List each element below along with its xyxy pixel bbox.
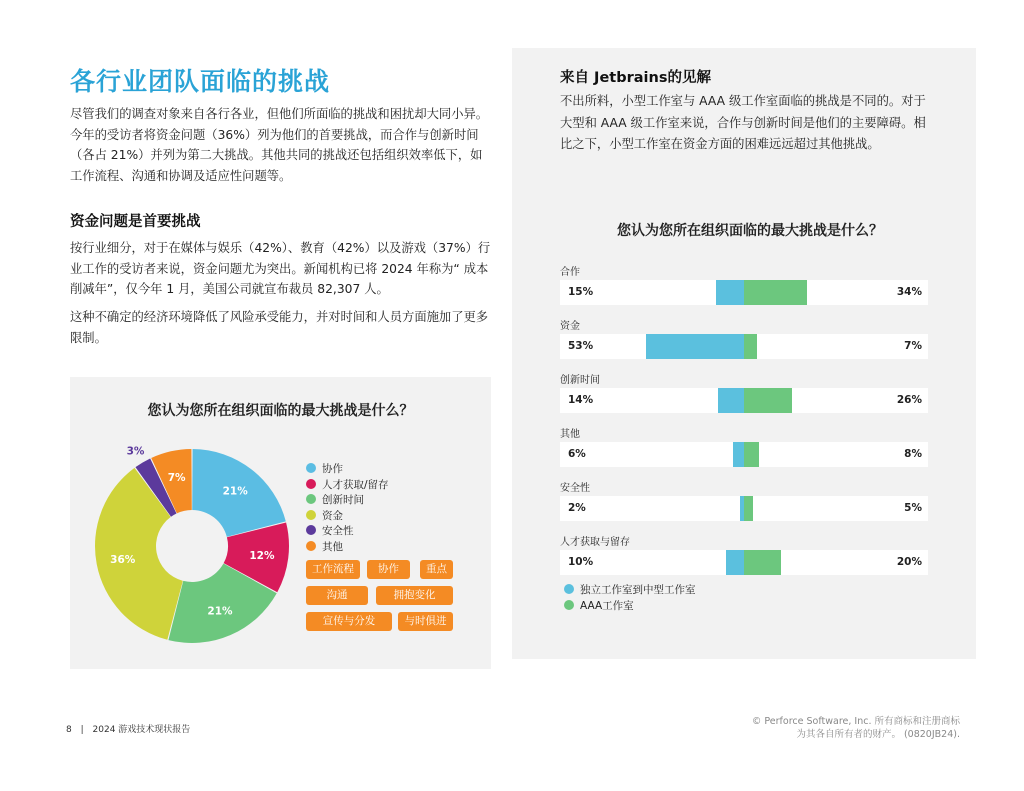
page-title: 各行业团队面临的挑战 [70, 67, 331, 96]
bar-category-label-3: 创新时间 [560, 375, 600, 386]
tag-collaboration: 协作 [367, 560, 410, 579]
legend-dot-icon [306, 525, 316, 535]
bar-row-5 [560, 496, 928, 521]
donut-chart-title: 您认为您所在组织面临的最大挑战是什么？ [147, 403, 414, 419]
bar-legend-label: AAA工作室 [580, 600, 634, 612]
bar-value-aaa-5: 5% [904, 502, 922, 514]
bar-chart-title: 您认为您所在组织面临的最大挑战是什么？ [617, 223, 883, 239]
legend-dot-icon [306, 463, 316, 473]
donut-legend-item-2 [306, 478, 389, 493]
donut-legend-label: 人才获取/留存 [322, 478, 389, 491]
legend-dot-icon [564, 584, 574, 594]
bar-value-indie-6: 10% [568, 556, 594, 568]
bar-aaa-1 [744, 280, 807, 305]
bar-value-indie-3: 14% [568, 394, 594, 406]
copyright [640, 715, 960, 741]
bar-row-4 [560, 442, 928, 467]
insights-heading: 来自 Jetbrains的见解 [560, 70, 711, 86]
copyright-line-1: © Perforce Software, Inc. 所有商标和注册商标 [751, 716, 960, 727]
bar-row-1 [560, 280, 928, 305]
bar-value-indie-4: 6% [568, 448, 586, 460]
bar-value-indie-5: 2% [568, 502, 586, 514]
tag-promotion-distribution: 宣传与分发 [306, 612, 392, 631]
bar-category-label-6: 人才获取与留存 [560, 537, 630, 548]
donut-label-3: 21% [207, 605, 233, 618]
bar-value-aaa-1: 34% [896, 286, 922, 298]
footer: 8 | 2024 游戏技术现状报告 [66, 725, 191, 735]
bar-legend-item-2 [564, 599, 634, 614]
donut-label-6: 7% [167, 472, 186, 485]
uncertainty-paragraph: 这种不确定的经济环境降低了风险承受能力，并对时间和人员方面施加了更多限制。 [70, 310, 489, 345]
bar-category-label-5: 安全性 [560, 483, 590, 494]
bar-category-label-2: 资金 [560, 321, 580, 332]
intro-paragraph: 尽管我们的调查对象来自各行各业，但他们所面临的挑战和困扰却大同小异。今年的受访者将资金问题（36%）列为他们的首要挑战，而合作与创新时间（各占 21%）并列为第二大挑战。其他共同的挑战还包括组织效率低下，如工作流程、沟通和协调及适应性问题等。 [70, 107, 489, 183]
bar-indie-1 [716, 280, 744, 305]
tag-embrace-change: 拥抱变化 [376, 586, 453, 605]
page-number: 8 [66, 725, 72, 735]
donut-legend-item-6 [306, 540, 343, 555]
copyright-line-2: 为其各自所有者的财产。 (0820JB24). [796, 729, 960, 740]
donut-legend-label: 安全性 [322, 525, 354, 537]
bar-legend-label: 独立工作室到中型工作室 [580, 584, 696, 596]
bar-value-aaa-4: 8% [904, 448, 922, 460]
bar-value-aaa-3: 26% [896, 394, 922, 406]
insights-paragraph: 不出所料，小型工作室与 AAA 级工作室面临的挑战是不同的。对于大型和 AAA 级工作室来说，合作与创新时间是他们的主要障碍。相比之下，小型工作室在资金方面的困难远远超过其他挑战。 [560, 94, 926, 151]
section-heading-funding: 资金问题是首要挑战 [70, 214, 201, 230]
legend-dot-icon [564, 600, 574, 610]
bar-indie-6 [726, 550, 745, 575]
bar-value-indie-1: 15% [568, 286, 594, 298]
funding-paragraph: 按行业细分，对于在媒体与娱乐（42%）、教育（42%）以及游戏（37%）行业工作的受访者来说，资金问题尤为突出。新闻机构已将 2024 年称为“ 成本削减年”，仅今年 1 月，美国公司就宣布裁员 82,307 人。 [70, 241, 491, 296]
donut-label-1: 21% [222, 485, 248, 498]
bar-aaa-4 [744, 442, 759, 467]
legend-dot-icon [306, 541, 316, 551]
bar-legend-item-1 [564, 583, 696, 598]
legend-dot-icon [306, 479, 316, 489]
donut-legend-label: 创新时间 [322, 494, 364, 506]
bar-aaa-6 [744, 550, 781, 575]
donut-legend-label: 其他 [322, 540, 343, 553]
bar-category-label-1: 合作 [560, 267, 580, 278]
donut-label-5: 3% [126, 445, 145, 458]
donut-legend-label: 协作 [322, 463, 343, 475]
bar-aaa-3 [744, 388, 792, 413]
bar-value-aaa-6: 20% [896, 556, 922, 568]
tag-focus: 重点 [420, 560, 453, 579]
donut-legend-item-3 [306, 493, 364, 508]
bar-indie-3 [718, 388, 744, 413]
bar-row-6 [560, 550, 928, 575]
donut-legend-item-1 [306, 462, 343, 477]
legend-dot-icon [306, 510, 316, 520]
bar-value-indie-2: 53% [568, 340, 594, 352]
bar-aaa-2 [744, 334, 757, 359]
donut-legend-item-5 [306, 524, 354, 539]
bar-indie-2 [646, 334, 744, 359]
donut-label-2: 12% [249, 549, 275, 562]
tag-workflow: 工作流程 [306, 560, 360, 579]
donut-label-4: 36% [110, 554, 136, 567]
bar-row-2 [560, 334, 928, 359]
bar-category-label-4: 其他 [560, 429, 580, 440]
legend-dot-icon [306, 494, 316, 504]
donut-legend-item-4 [306, 509, 343, 524]
report-name: 2024 游戏技术现状报告 [92, 725, 191, 735]
donut-legend-label: 资金 [322, 509, 343, 522]
donut-chart-panel [70, 377, 491, 669]
bar-aaa-5 [744, 496, 753, 521]
bar-row-3 [560, 388, 928, 413]
tag-keep-up: 与时俱进 [398, 612, 453, 631]
tag-communication: 沟通 [306, 586, 368, 605]
bar-value-aaa-2: 7% [904, 340, 922, 352]
bar-indie-4 [733, 442, 744, 467]
